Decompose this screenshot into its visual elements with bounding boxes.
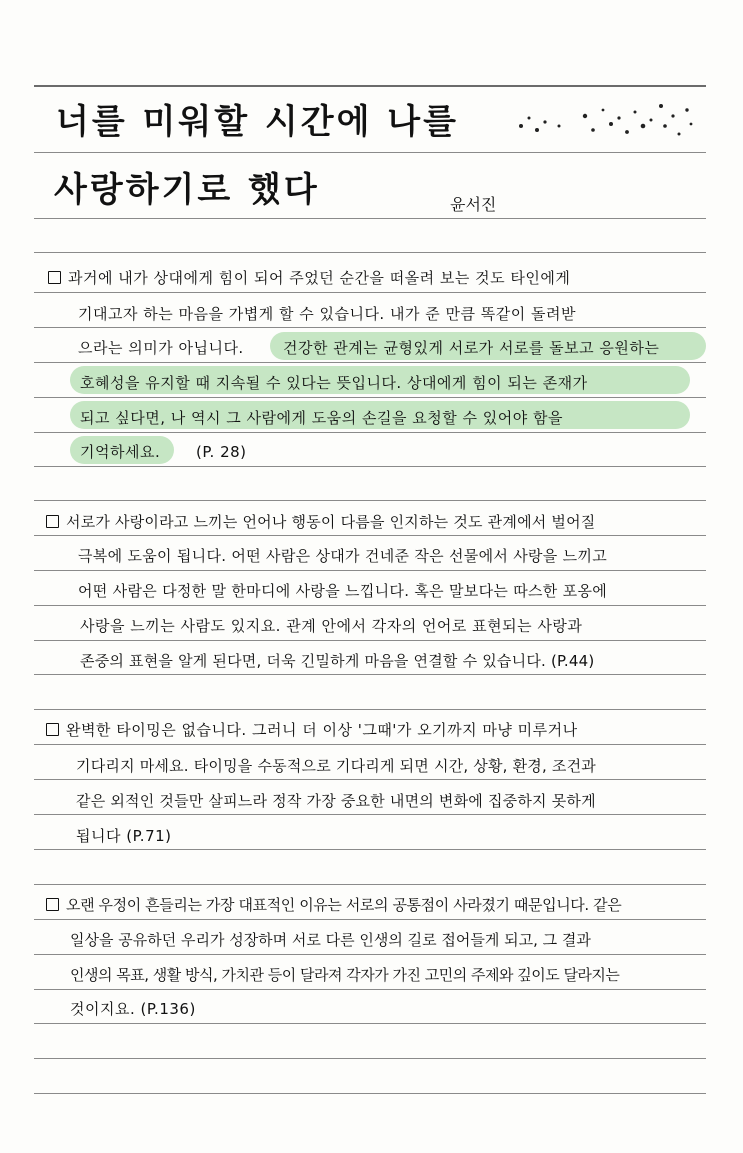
ruled-line bbox=[34, 849, 706, 850]
ruled-line bbox=[34, 674, 706, 675]
ruled-line bbox=[34, 218, 706, 219]
ruled-line bbox=[34, 362, 706, 363]
ruled-line bbox=[34, 640, 706, 641]
checkbox-icon bbox=[46, 723, 59, 736]
note-3-line-4: 됩니다 (P.71) bbox=[76, 827, 172, 845]
page-title-line-1: 너를 미워할 시간에 나를 bbox=[56, 102, 459, 142]
ruled-line bbox=[34, 919, 706, 920]
ruled-line bbox=[34, 1093, 706, 1094]
ruled-line bbox=[34, 814, 706, 815]
note-1-line-4: 호혜성을 유지할 때 지속될 수 있다는 뜻입니다. 상대에게 힘이 되는 존재가 bbox=[80, 374, 588, 392]
ruled-line bbox=[34, 779, 706, 780]
note-4-line-3: 인생의 목표, 생활 방식, 가치관 등이 달라져 각자가 가진 고민의 주제와 깊이도 달라지는 bbox=[70, 966, 620, 984]
note-4-line-1: 오랜 우정이 흔들리는 가장 대표적인 이유는 서로의 공통점이 사라졌기 때문입니다. 같은 bbox=[66, 896, 622, 914]
note-1-line-6: 기억하세요. bbox=[80, 443, 161, 461]
checkbox-icon bbox=[48, 271, 61, 284]
ruled-line bbox=[34, 432, 706, 433]
ruled-line bbox=[34, 500, 706, 501]
note-4-line-2: 일상을 공유하던 우리가 성장하며 서로 다른 인생의 길로 접어들게 되고, 그 결과 bbox=[70, 931, 591, 949]
ruled-line bbox=[34, 397, 706, 398]
note-2-line-3: 어떤 사람은 다정한 말 한마디에 사랑을 느낍니다. 혹은 말보다는 따스한 포옹에 bbox=[78, 582, 608, 600]
note-1-line-5: 되고 싶다면, 나 역시 그 사람에게 도움의 손길을 요청할 수 있어야 함을 bbox=[80, 409, 563, 427]
note-3-line-1: 완벽한 타이밍은 없습니다. 그러니 더 이상 '그때'가 오기까지 마냥 미루거나 bbox=[66, 721, 578, 739]
ruled-line bbox=[34, 152, 706, 153]
note-3-line-2: 기다리지 마세요. 타이밍을 수동적으로 기다리게 되면 시간, 상황, 환경, 조건과 bbox=[76, 757, 596, 775]
note-1-line-3-highlighted: 건강한 관계는 균형있게 서로가 서로를 돌보고 응원하는 bbox=[283, 339, 660, 357]
ruled-line bbox=[34, 570, 706, 571]
ruled-line bbox=[34, 605, 706, 606]
ruled-line bbox=[34, 744, 706, 745]
page-title-line-2: 사랑하기로 했다 bbox=[54, 170, 320, 210]
ruled-line bbox=[34, 1058, 706, 1059]
ruled-line bbox=[34, 85, 706, 87]
note-3-line-3: 같은 외적인 것들만 살피느라 정작 가장 중요한 내면의 변화에 집중하지 못하게 bbox=[76, 792, 596, 810]
note-2-line-1: 서로가 사랑이라고 느끼는 언어나 행동이 다름을 인지하는 것도 관계에서 벌어질 bbox=[66, 513, 596, 531]
ruled-line bbox=[34, 989, 706, 990]
note-1-page-ref: (P. 28) bbox=[196, 443, 247, 461]
ruled-line bbox=[34, 709, 706, 710]
ruled-line bbox=[34, 252, 706, 253]
ruled-line bbox=[34, 466, 706, 467]
note-1-line-3: 으라는 의미가 아닙니다. bbox=[78, 339, 244, 357]
checkbox-icon bbox=[46, 898, 59, 911]
ruled-line bbox=[34, 954, 706, 955]
note-2-line-4: 사랑을 느끼는 사람도 있지요. 관계 안에서 각자의 언어로 표현되는 사랑과 bbox=[80, 617, 583, 635]
note-1-line-1: 과거에 내가 상대에게 힘이 되어 주었던 순간을 떠올려 보는 것도 타인에게 bbox=[68, 269, 571, 287]
note-2-line-2: 극복에 도움이 됩니다. 어떤 사람은 상대가 건네준 작은 선물에서 사랑을 느끼고 bbox=[78, 547, 608, 565]
author-name: 윤서진 bbox=[450, 195, 497, 214]
checkbox-icon bbox=[46, 515, 59, 528]
note-1-line-2: 기대고자 하는 마음을 가볍게 할 수 있습니다. 내가 준 만큼 똑같이 돌려받 bbox=[78, 305, 576, 323]
ruled-line bbox=[34, 535, 706, 536]
ruled-line bbox=[34, 1023, 706, 1024]
note-2-line-5: 존중의 표현을 알게 된다면, 더욱 긴밀하게 마음을 연결할 수 있습니다. (P.44) bbox=[80, 652, 595, 670]
ink-bleed-dots bbox=[515, 96, 695, 144]
note-4-line-4: 것이지요. (P.136) bbox=[70, 1000, 196, 1018]
ruled-line bbox=[34, 884, 706, 885]
ruled-line bbox=[34, 327, 706, 328]
ruled-line bbox=[34, 292, 706, 293]
